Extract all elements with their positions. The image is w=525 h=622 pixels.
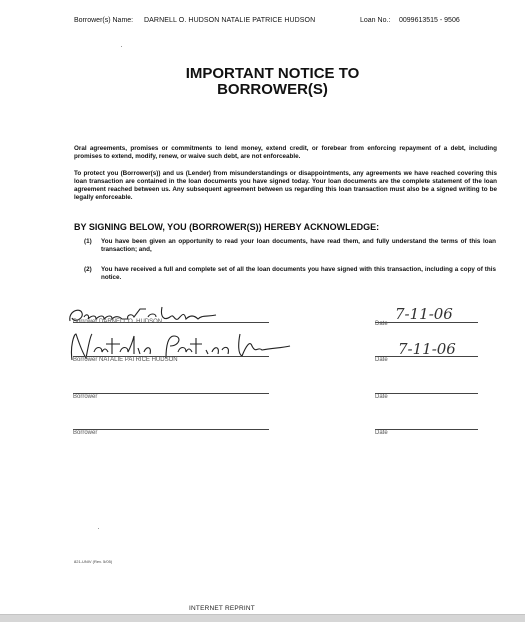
signature-line: [73, 393, 269, 394]
internet-reprint-footer: INTERNET REPRINT: [189, 605, 255, 612]
date2-label: Date: [375, 357, 388, 363]
form-code: 821-UNIV (Rev. 5/05): [74, 559, 113, 564]
borrower2-label: Borrower NATALIE PATRICE HUDSON: [73, 357, 178, 363]
document-title: [150, 66, 395, 98]
loan-number-label: Loan No.:: [360, 17, 391, 24]
list-item-number: (2): [84, 266, 92, 273]
date1-label: Date: [375, 321, 388, 327]
date1-handwritten: 7-11-06: [395, 305, 453, 323]
date-line: [375, 429, 478, 430]
paragraph-protection: To protect you (Borrower(s)) and us (Lender) from misunderstandings or disappointments, any agreements we have reached covering this loan transaction are contained in the loan documents you have signed today. Your loan documents are the complete statement of the loan agreement reached between us. Any subsequent agreement between us regarding this loan transaction must also be a signed writing to be legally enforceable.: [74, 170, 497, 201]
date3-label: Date: [375, 394, 388, 400]
list-item-text: You have received a full and complete set of all the loan documents you have signed with this transaction, including a copy of this notice.: [101, 266, 496, 281]
borrower-name-label: Borrower(s) Name:: [74, 17, 134, 24]
signature-line: [73, 429, 269, 430]
date-line: [375, 393, 478, 394]
date4-label: Date: [375, 430, 388, 436]
list-item-text: You have been given an opportunity to read your loan documents, have read them, and fully understand the terms of this loan transaction; and,: [101, 238, 496, 253]
scan-mark: [121, 46, 122, 47]
paragraph-oral-agreements: Oral agreements, promises or commitments to lend money, extend credit, or forebear from enforcing repayment of a debt, including promises to extend, modify, renew, or waive such debt, are not enforceable.: [74, 145, 497, 160]
scan-mark: [98, 528, 99, 529]
acknowledge-heading: BY SIGNING BELOW, YOU (BORROWER(S)) HEREBY ACKNOWLEDGE:: [74, 222, 380, 232]
title-line-1: IMPORTANT NOTICE TO: [185, 65, 360, 82]
borrower-names: DARNELL O. HUDSON NATALIE PATRICE HUDSON: [144, 17, 316, 24]
list-item-number: (1): [84, 238, 92, 245]
date-line: [375, 356, 478, 357]
borrower4-label: Borrower: [73, 430, 98, 436]
borrower3-label: Borrower: [73, 394, 98, 400]
borrower1-label: Borrower DARNELL O. HUDSON: [73, 319, 163, 325]
borrower1-signature: [66, 303, 246, 329]
date2-handwritten: 7-11-06: [398, 340, 456, 358]
title-line-2: BORROWER(S): [217, 81, 328, 98]
date-line: [375, 322, 478, 323]
loan-number: 0099613515 - 9506: [399, 17, 460, 24]
